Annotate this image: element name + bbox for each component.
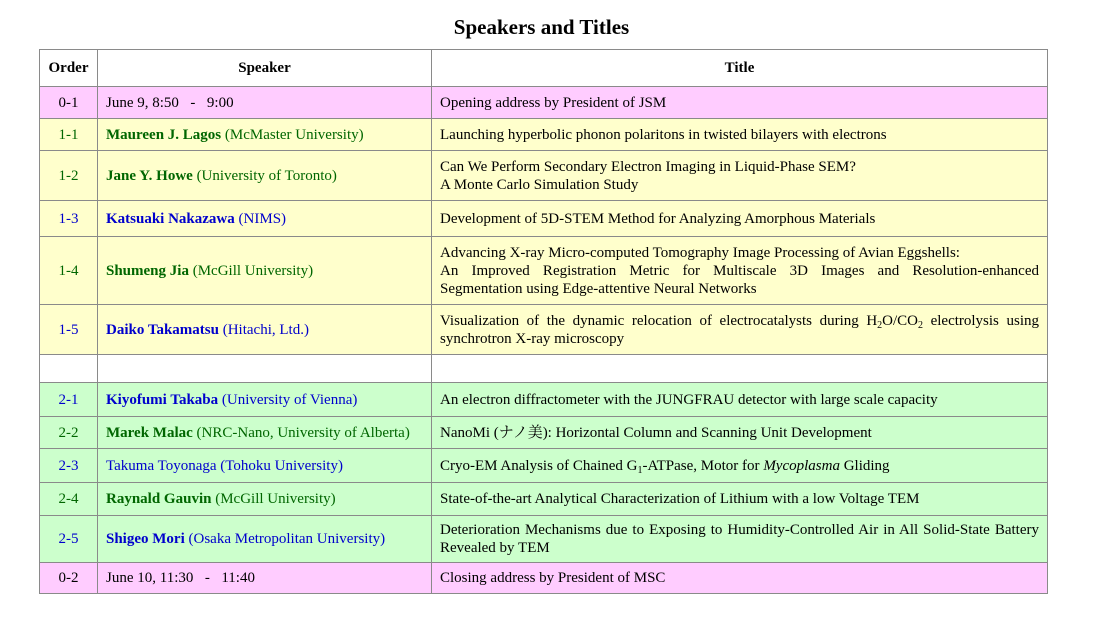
title-cell xyxy=(432,383,1048,417)
session-break-row xyxy=(40,355,1048,383)
speaker-affiliation: (Osaka Metropolitan University) xyxy=(188,531,386,547)
order-cell: 2-5 xyxy=(40,516,98,563)
title-cell xyxy=(432,417,1048,449)
order-cell: 1-1 xyxy=(40,119,98,151)
time-separator: - xyxy=(190,94,196,111)
speaker-name: Takuma Toyonaga xyxy=(106,457,217,474)
empty-cell xyxy=(432,355,1048,383)
session-end-time: 11:40 xyxy=(221,570,255,586)
speaker-affiliation: (NIMS) xyxy=(238,210,287,227)
talk-title: Launching hyperbolic phonon polaritons in twisted bilayers with electrons xyxy=(440,126,887,143)
order-cell: 2-1 xyxy=(40,383,98,417)
speaker-name: Shumeng Jia xyxy=(106,262,189,279)
speaker-name: Jane Y. Howe xyxy=(106,167,193,184)
speaker-cell xyxy=(98,516,432,563)
speaker-name: Katsuaki Nakazawa xyxy=(106,210,235,227)
title-cell xyxy=(432,563,1048,594)
session-end-time: 9:00 xyxy=(206,94,234,111)
table-row-opening xyxy=(40,87,1048,119)
speaker-name: Shigeo Mori xyxy=(106,531,185,547)
title-cell xyxy=(432,305,1048,355)
speaker-name: Kiyofumi Takaba xyxy=(106,391,219,408)
speaker-affiliation: (Hitachi, Ltd.) xyxy=(222,321,309,338)
speaker-name: Marek Malac xyxy=(106,424,193,441)
speaker-cell xyxy=(98,483,432,516)
talk-title-line: Advancing X-ray Micro-computed Tomography Image Processing of Avian Eggshells: xyxy=(440,244,960,261)
talk-title-line: Can We Perform Secondary Electron Imaging in Liquid-Phase SEM? xyxy=(440,158,856,175)
speaker-name: Maureen J. Lagos xyxy=(106,126,222,143)
session-date: June 10, 11:30 xyxy=(106,570,194,586)
speaker-cell xyxy=(98,305,432,355)
order-cell: 1-3 xyxy=(40,201,98,237)
talk-title-part: Visualization of the dynamic relocation of electrocatalysts during H xyxy=(440,312,878,329)
table-row xyxy=(40,483,1048,516)
table-row xyxy=(40,417,1048,449)
title-cell xyxy=(432,87,1048,119)
speaker-cell xyxy=(98,87,432,119)
speaker-affiliation: (NRC-Nano, University of Alberta) xyxy=(196,424,410,441)
subscript: 2 xyxy=(918,319,923,331)
title-column-header: Title xyxy=(432,50,1048,87)
speaker-name: Daiko Takamatsu xyxy=(106,321,219,338)
speaker-schedule-table xyxy=(39,49,1048,594)
speaker-cell xyxy=(98,417,432,449)
talk-title: Deterioration Mechanisms due to Exposing to Humidity-Controlled Air in All Solid-State Battery Revealed by TEM xyxy=(440,522,1039,556)
talk-title-part: electrolysis using synchrotron X-ray microscopy xyxy=(440,312,1039,347)
talk-title-part: O/CO xyxy=(882,312,918,329)
speaker-affiliation: (McGill University) xyxy=(192,262,314,279)
time-separator: - xyxy=(204,570,210,586)
talk-title-part: Gliding xyxy=(839,457,890,474)
page-title: Speakers and Titles xyxy=(453,15,630,39)
talk-title-part: -ATPase, Motor for xyxy=(642,457,764,474)
speaker-affiliation: (University of Toronto) xyxy=(196,167,337,184)
speaker-cell xyxy=(98,383,432,417)
title-cell xyxy=(432,151,1048,201)
talk-title: Development of 5D-STEM Method for Analyzing Amorphous Materials xyxy=(440,210,876,227)
order-cell: 0-2 xyxy=(40,563,98,594)
talk-title: NanoMi (ナノ美): Horizontal Column and Scanning Unit Development xyxy=(440,424,872,441)
speaker-cell xyxy=(98,563,432,594)
speaker-affiliation: (McGill University) xyxy=(215,491,336,507)
speaker-name: Raynald Gauvin xyxy=(106,491,212,507)
subscript: 1 xyxy=(637,464,643,476)
speaker-cell xyxy=(98,119,432,151)
table-row xyxy=(40,151,1048,201)
session-date: June 9, 8:50 xyxy=(106,94,179,111)
table-row xyxy=(40,449,1048,483)
speaker-cell xyxy=(98,151,432,201)
talk-title: Closing address by President of MSC xyxy=(440,570,666,586)
empty-cell xyxy=(98,355,432,383)
subscript: 2 xyxy=(877,319,883,331)
talk-title: An electron diffractometer with the JUNGFRAU detector with large scale capacity xyxy=(440,391,938,408)
talk-title-line: A Monte Carlo Simulation Study xyxy=(440,176,639,193)
talk-title: Opening address by President of JSM xyxy=(440,94,667,111)
speaker-column-header: Speaker xyxy=(98,50,432,87)
order-cell: 2-4 xyxy=(40,483,98,516)
order-cell: 2-2 xyxy=(40,417,98,449)
talk-title: State-of-the-art Analytical Characterization of Lithium with a low Voltage TEM xyxy=(440,491,920,507)
speaker-affiliation: (Tohoku University) xyxy=(220,457,343,474)
table-row xyxy=(40,119,1048,151)
table-row-closing xyxy=(40,563,1048,594)
title-cell xyxy=(432,516,1048,563)
table-row xyxy=(40,201,1048,237)
title-cell xyxy=(432,119,1048,151)
speaker-affiliation: (McMaster University) xyxy=(224,126,364,143)
table-row xyxy=(40,516,1048,563)
talk-title-part: Cryo-EM Analysis of Chained G xyxy=(440,457,638,474)
speaker-cell xyxy=(98,237,432,305)
speaker-cell xyxy=(98,449,432,483)
table-row xyxy=(40,237,1048,305)
order-cell: 1-4 xyxy=(40,237,98,305)
table-header-row xyxy=(40,50,1048,87)
speaker-cell xyxy=(98,201,432,237)
order-cell: 0-1 xyxy=(40,87,98,119)
order-cell: 1-2 xyxy=(40,151,98,201)
table-row xyxy=(40,383,1048,417)
title-cell xyxy=(432,237,1048,305)
empty-cell xyxy=(40,355,98,383)
talk-title-line: An Improved Registration Metric for Multiscale 3D Images and Resolution-enhanced Segmentation using Edge-attentive Neural Networks xyxy=(440,262,1039,297)
speaker-affiliation: (University of Vienna) xyxy=(221,391,358,408)
order-cell: 2-3 xyxy=(40,449,98,483)
title-cell xyxy=(432,201,1048,237)
order-cell: 1-5 xyxy=(40,305,98,355)
title-cell xyxy=(432,449,1048,483)
talk-title-italic: Mycoplasma xyxy=(763,457,840,474)
title-cell xyxy=(432,483,1048,516)
order-column-header: Order xyxy=(40,50,98,87)
table-row xyxy=(40,305,1048,355)
